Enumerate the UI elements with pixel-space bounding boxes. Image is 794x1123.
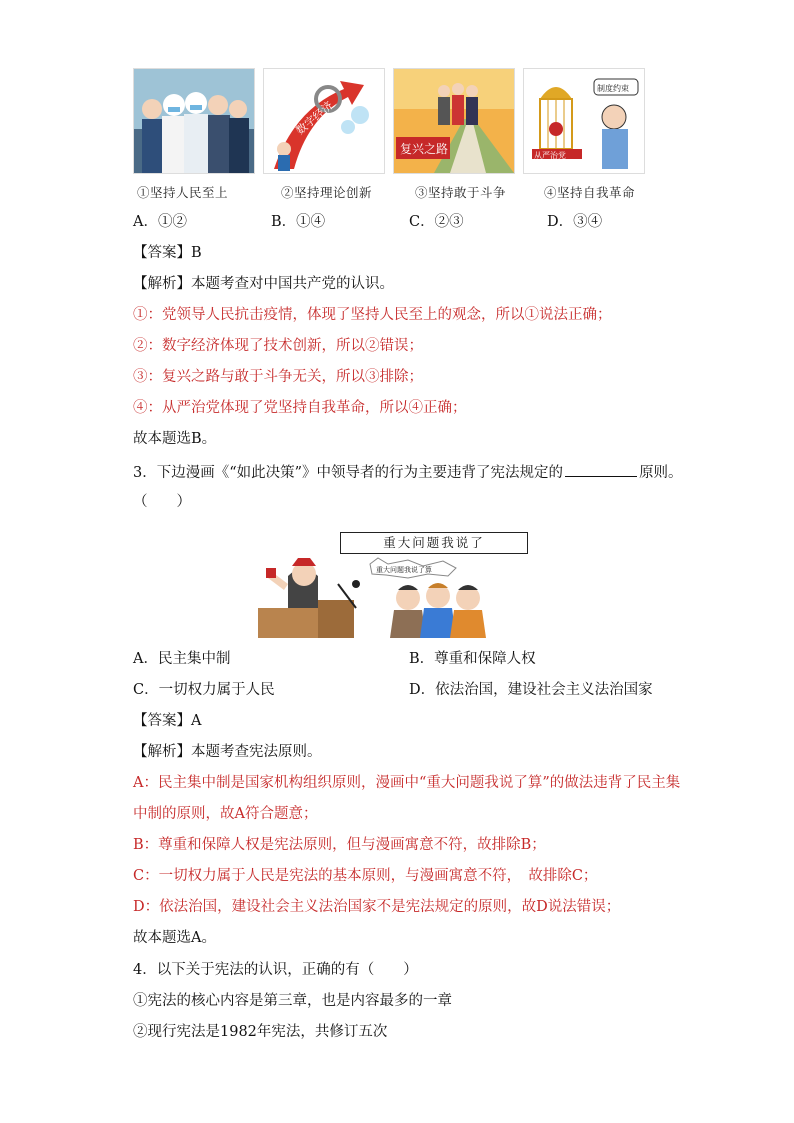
q3-analysis-c: C：一切权力属于人民是宪法的基本原则，与漫画寓意不符， 故排除C； [133, 868, 598, 884]
illustration-row [133, 68, 645, 176]
illustration-digital-economy [263, 68, 385, 174]
caption-4: ④坚持自我革命 [544, 185, 636, 200]
illustration-party-governance [523, 68, 645, 174]
q3-analysis-b: B：尊重和保障人权是宪法原则，但与漫画寓意不符，故排除B； [133, 837, 546, 853]
caption-2: ②坚持理论创新 [281, 185, 373, 200]
pic-text-governance: 从严治党 [534, 151, 566, 160]
q3-paren: （ ） [133, 494, 191, 510]
q3-analysis-a-line-1: A：民主集中制是国家机构组织原则，漫画中“重大问题我说了算”的做法违背了民主集 [133, 775, 681, 791]
q2-option-c: C．②③ [409, 214, 464, 230]
q3-analysis-a-line-2: 中制的原则，故A符合题意； [133, 806, 318, 822]
q2-analysis-line-4: ④：从严治党体现了党坚持自我革命，所以④正确； [133, 400, 467, 416]
illustration-captions [133, 183, 645, 201]
q3-option-a: A．民主集中制 [133, 651, 231, 667]
q3-answer: 【答案】A [133, 713, 202, 729]
illustration-epidemic [133, 68, 255, 174]
pic-text-rejuvenation: 复兴之路 [400, 142, 449, 156]
caption-1: ①坚持人民至上 [137, 185, 229, 200]
q2-analysis-line-2: ②：数字经济体现了技术创新，所以②错误； [133, 338, 423, 354]
q3-option-b: B．尊重和保障人权 [409, 651, 536, 667]
q2-option-b: B．①④ [271, 214, 326, 230]
q2-option-a: A．①② [133, 214, 187, 230]
q3-conclusion: 故本题选A。 [133, 930, 216, 946]
caption-3: ③坚持敢于斗争 [415, 185, 507, 200]
q2-option-d: D．③④ [547, 214, 603, 230]
q3-option-c: C．一切权力属于人民 [133, 682, 275, 698]
q2-analysis-line-1: ①：党领导人民抗击疫情，体现了坚持人民至上的观念，所以①说法正确； [133, 307, 612, 323]
q2-conclusion: 故本题选B。 [133, 431, 217, 447]
q2-analysis-line-3: ③：复兴之路与敢于斗争无关，所以③排除； [133, 369, 423, 385]
q4-stem: 4．以下关于宪法的认识，正确的有（ ） [133, 962, 418, 978]
q3-analysis-intro: 【解析】本题考查宪法原则。 [133, 744, 322, 760]
comic-small-text: 重大问题我说了算 [376, 566, 432, 574]
q2-answer: 【答案】B [133, 245, 202, 261]
pic-text-system: 制度约束 [597, 84, 629, 93]
pic-text-digital: 数字经济 [293, 99, 336, 138]
q3-analysis-d: D：依法治国，建设社会主义法治国家不是宪法规定的原则，故D说法错误； [133, 899, 621, 915]
q4-item-2: ②现行宪法是1982年宪法，共修订五次 [133, 1024, 388, 1040]
q3-stem-after: 原则。 [639, 465, 683, 481]
q4-item-1: ①宪法的核心内容是第三章，也是内容最多的一章 [133, 993, 452, 1009]
q3-option-d: D．依法治国，建设社会主义法治国家 [409, 682, 653, 698]
q2-analysis-intro: 【解析】本题考查对中国共产党的认识。 [133, 276, 394, 292]
illustration-rejuvenation-road [393, 68, 515, 174]
q3-stem [133, 462, 683, 482]
q3-comic-caption-box: 重大问题我说了 [340, 532, 528, 554]
q3-stem-before: 3．下边漫画《“如此决策”》中领导者的行为主要违背了宪法规定的 [133, 465, 564, 481]
q3-answer-blank [565, 462, 637, 477]
